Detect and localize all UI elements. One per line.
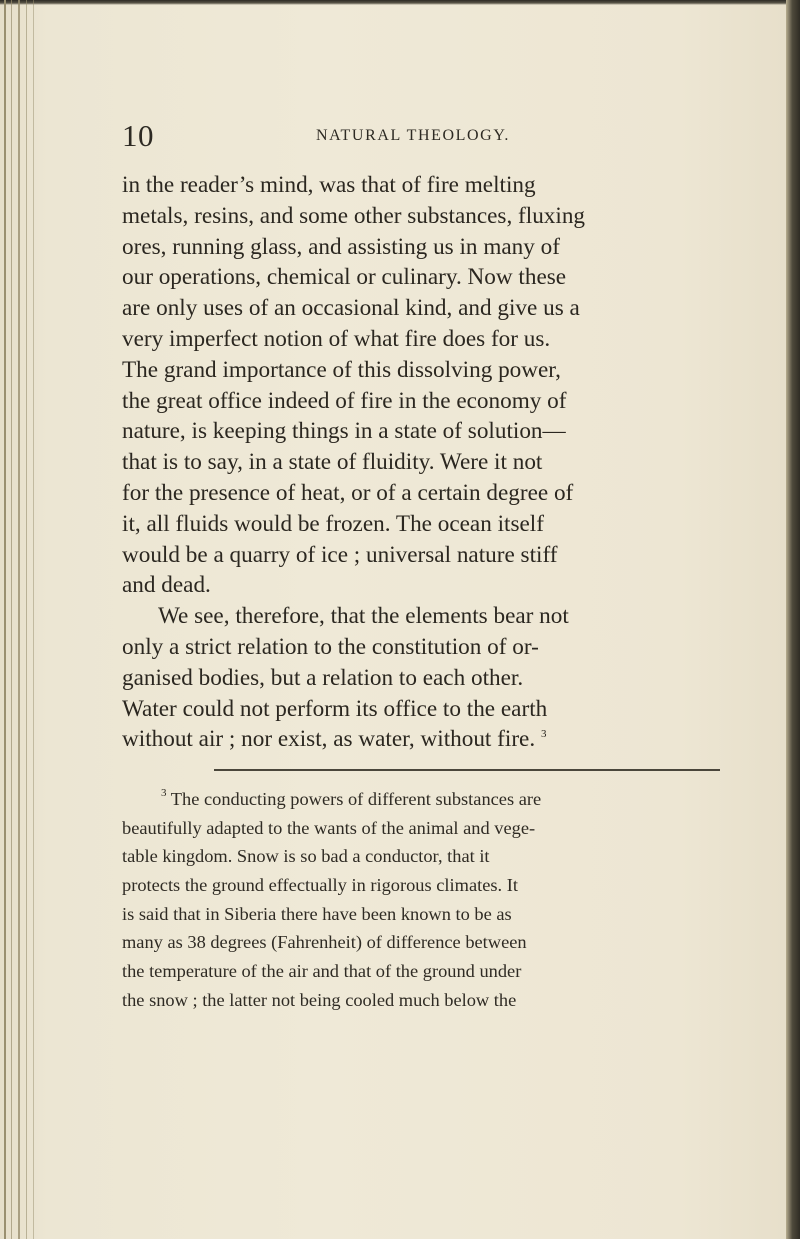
footnote-line: is said that in Siberia there have been known to be as — [122, 903, 512, 924]
body-line: Water could not perform its office to the earth — [122, 695, 548, 722]
footnote — [122, 785, 722, 1015]
body-line: nature, is keeping things in a state of solution— — [122, 418, 566, 445]
body-line: the great office indeed of fire in the economy of — [122, 387, 567, 414]
body-line: only a strict relation to the constitution of or- — [122, 633, 539, 660]
footnote-line: the temperature of the air and that of the ground under — [122, 961, 522, 982]
body-line: in the reader’s mind, was that of fire melting — [122, 172, 536, 198]
body-line: metals, resins, and some other substances, fluxing — [122, 202, 586, 229]
body-line: We see, therefore, that the elements bear not — [158, 603, 569, 630]
footnote-divider — [214, 769, 720, 771]
body-line: it, all fluids would be frozen. The ocean itself — [122, 510, 544, 537]
body-last-line — [122, 724, 722, 755]
body-line: that is to say, in a state of fluidity. Were it not — [122, 449, 543, 476]
footnote-line: many as 38 degrees (Fahrenheit) of difference between — [122, 932, 527, 953]
footnote-first-line — [122, 785, 722, 814]
body-text — [122, 170, 722, 755]
page-top-edge — [0, 0, 800, 5]
body-line: ores, running glass, and assisting us in many of — [122, 233, 560, 260]
page-binding-edge — [0, 0, 44, 1239]
page-header — [122, 118, 722, 158]
body-line: would be a quarry of ice ; universal nature stiff — [122, 541, 558, 568]
body-line: The grand importance of this dissolving power, — [122, 356, 561, 383]
body-line: are only uses of an occasional kind, and give us a — [122, 295, 580, 322]
footnote-line: table kingdom. Snow is so bad a conductor, that it — [122, 846, 490, 867]
footnote-line: protects the ground effectually in rigorous climates. It — [122, 875, 518, 896]
body-line: and dead. — [122, 572, 211, 599]
page-number: 10 — [122, 118, 154, 153]
body-line: very imperfect notion of what fire does for us. — [122, 325, 551, 352]
footnote-line: the snow ; the latter not being cooled much below the — [122, 989, 517, 1010]
body-line: our operations, chemical or culinary. Now these — [122, 264, 567, 291]
body-line-text: without air ; nor exist, as water, without fire. — [122, 726, 536, 753]
footnote-line-text: The conducting powers of different substances are — [170, 789, 542, 809]
body-line: for the presence of heat, or of a certain degree of — [122, 479, 574, 506]
footnote-line: beautifully adapted to the wants of the animal and vege- — [122, 817, 536, 838]
running-head: NATURAL THEOLOGY. — [316, 127, 511, 144]
body-line: ganised bodies, but a relation to each other. — [122, 664, 524, 691]
footnote-reference: 3 — [540, 728, 547, 741]
page-right-edge — [786, 0, 800, 1239]
footnote-marker: 3 — [161, 787, 167, 799]
